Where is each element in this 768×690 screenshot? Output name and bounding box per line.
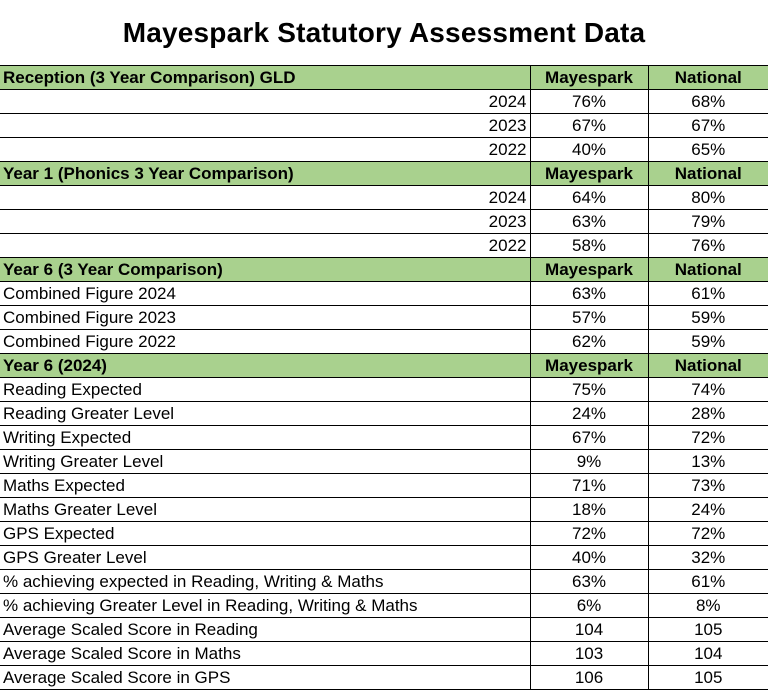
row-label: Combined Figure 2024 xyxy=(0,282,530,306)
row-label: Maths Greater Level xyxy=(0,498,530,522)
section-header-year1-phonics xyxy=(0,162,768,186)
column-header-national: National xyxy=(648,162,768,186)
row-label: GPS Expected xyxy=(0,522,530,546)
table-row xyxy=(0,282,768,306)
school-value: 103 xyxy=(530,642,648,666)
column-header-national: National xyxy=(648,66,768,90)
row-label: Average Scaled Score in Maths xyxy=(0,642,530,666)
school-value: 40% xyxy=(530,138,648,162)
table-row xyxy=(0,378,768,402)
row-label: Reading Expected xyxy=(0,378,530,402)
national-value: 80% xyxy=(648,186,768,210)
section-heading: Reception (3 Year Comparison) GLD xyxy=(0,66,530,90)
table-row xyxy=(0,450,768,474)
school-value: 6% xyxy=(530,594,648,618)
column-header-school: Mayespark xyxy=(530,66,648,90)
table-row xyxy=(0,594,768,618)
school-value: 76% xyxy=(530,90,648,114)
row-label: 2023 xyxy=(0,210,530,234)
row-label: Combined Figure 2022 xyxy=(0,330,530,354)
table-row xyxy=(0,138,768,162)
national-value: 61% xyxy=(648,282,768,306)
national-value: 28% xyxy=(648,402,768,426)
table-row xyxy=(0,90,768,114)
section-heading: Year 6 (3 Year Comparison) xyxy=(0,258,530,282)
school-value: 63% xyxy=(530,570,648,594)
column-header-school: Mayespark xyxy=(530,258,648,282)
school-value: 9% xyxy=(530,450,648,474)
national-value: 67% xyxy=(648,114,768,138)
row-label: % achieving Greater Level in Reading, Writing & Maths xyxy=(0,594,530,618)
national-value: 104 xyxy=(648,642,768,666)
table-row xyxy=(0,618,768,642)
section-heading: Year 6 (2024) xyxy=(0,354,530,378)
column-header-school: Mayespark xyxy=(530,354,648,378)
row-label: Combined Figure 2023 xyxy=(0,306,530,330)
table-row xyxy=(0,570,768,594)
national-value: 59% xyxy=(648,306,768,330)
table-row xyxy=(0,498,768,522)
national-value: 74% xyxy=(648,378,768,402)
national-value: 32% xyxy=(648,546,768,570)
national-value: 73% xyxy=(648,474,768,498)
row-label: Writing Greater Level xyxy=(0,450,530,474)
table-row xyxy=(0,234,768,258)
national-value: 68% xyxy=(648,90,768,114)
school-value: 104 xyxy=(530,618,648,642)
column-header-school: Mayespark xyxy=(530,162,648,186)
row-label: Average Scaled Score in Reading xyxy=(0,618,530,642)
row-label: % achieving expected in Reading, Writing & Maths xyxy=(0,570,530,594)
national-value: 59% xyxy=(648,330,768,354)
school-value: 62% xyxy=(530,330,648,354)
table-row xyxy=(0,186,768,210)
row-label: Average Scaled Score in GPS xyxy=(0,666,530,690)
table-row xyxy=(0,642,768,666)
table-row xyxy=(0,474,768,498)
school-value: 18% xyxy=(530,498,648,522)
school-value: 24% xyxy=(530,402,648,426)
row-label: 2022 xyxy=(0,234,530,258)
row-label: GPS Greater Level xyxy=(0,546,530,570)
national-value: 13% xyxy=(648,450,768,474)
school-value: 106 xyxy=(530,666,648,690)
national-value: 105 xyxy=(648,666,768,690)
row-label: Maths Expected xyxy=(0,474,530,498)
row-label: Reading Greater Level xyxy=(0,402,530,426)
school-value: 71% xyxy=(530,474,648,498)
school-value: 64% xyxy=(530,186,648,210)
national-value: 79% xyxy=(648,210,768,234)
row-label: Writing Expected xyxy=(0,426,530,450)
row-label: 2022 xyxy=(0,138,530,162)
national-value: 61% xyxy=(648,570,768,594)
table-row xyxy=(0,522,768,546)
national-value: 24% xyxy=(648,498,768,522)
section-heading: Year 1 (Phonics 3 Year Comparison) xyxy=(0,162,530,186)
school-value: 57% xyxy=(530,306,648,330)
school-value: 63% xyxy=(530,282,648,306)
national-value: 65% xyxy=(648,138,768,162)
table-row xyxy=(0,114,768,138)
table-row xyxy=(0,546,768,570)
school-value: 67% xyxy=(530,114,648,138)
national-value: 8% xyxy=(648,594,768,618)
table-row xyxy=(0,426,768,450)
column-header-national: National xyxy=(648,258,768,282)
national-value: 72% xyxy=(648,522,768,546)
assessment-table xyxy=(0,65,768,690)
section-header-reception xyxy=(0,66,768,90)
table-row xyxy=(0,402,768,426)
school-value: 40% xyxy=(530,546,648,570)
school-value: 67% xyxy=(530,426,648,450)
table-row xyxy=(0,306,768,330)
row-label: 2023 xyxy=(0,114,530,138)
table-row xyxy=(0,666,768,690)
table-row xyxy=(0,210,768,234)
section-header-year6-2024 xyxy=(0,354,768,378)
school-value: 75% xyxy=(530,378,648,402)
school-value: 63% xyxy=(530,210,648,234)
national-value: 72% xyxy=(648,426,768,450)
table-row xyxy=(0,330,768,354)
national-value: 105 xyxy=(648,618,768,642)
school-value: 58% xyxy=(530,234,648,258)
national-value: 76% xyxy=(648,234,768,258)
page-title: Mayespark Statutory Assessment Data xyxy=(122,17,646,48)
row-label: 2024 xyxy=(0,186,530,210)
column-header-national: National xyxy=(648,354,768,378)
section-header-year6-comparison xyxy=(0,258,768,282)
school-value: 72% xyxy=(530,522,648,546)
row-label: 2024 xyxy=(0,90,530,114)
